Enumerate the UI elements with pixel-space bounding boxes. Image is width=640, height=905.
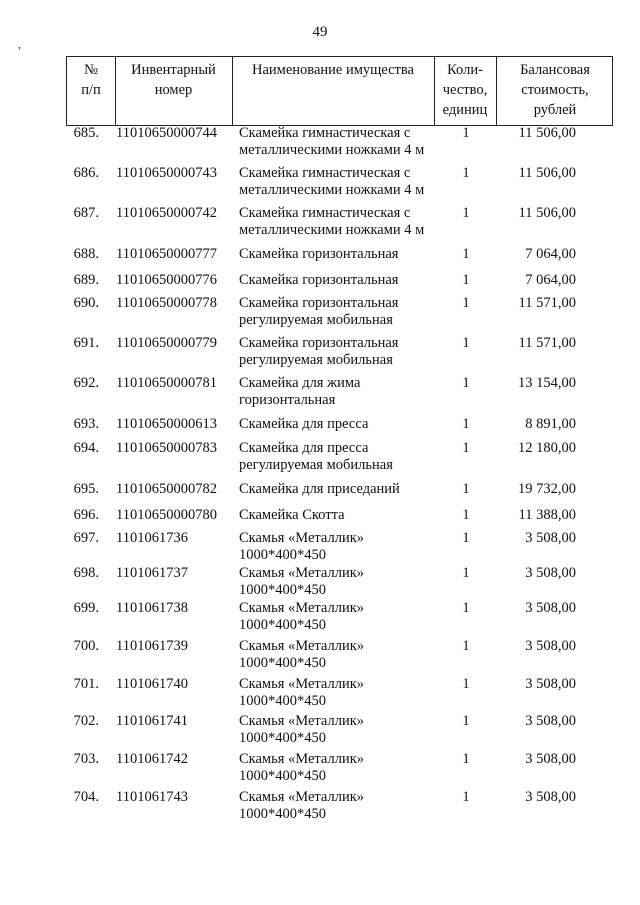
item-value: 7 064,00	[525, 246, 576, 262]
item-name: Скамейка горизонтальная регулируемая мобильная	[239, 335, 399, 368]
item-name: Скамья «Металлик» 1000*400*450	[239, 530, 365, 563]
stray-mark: ,	[18, 37, 21, 51]
item-value: 3 508,00	[525, 565, 576, 581]
inventory-number: 11010650000744	[116, 125, 217, 141]
item-value: 3 508,00	[525, 751, 576, 767]
item-quantity: 1	[462, 713, 470, 729]
row-number: 689.	[73, 272, 99, 288]
item-name: Скамья «Металлик» 1000*400*450	[239, 600, 365, 633]
item-value: 11 506,00	[518, 205, 576, 221]
item-quantity: 1	[462, 246, 470, 262]
inventory-number: 11010650000776	[116, 272, 217, 288]
item-value: 3 508,00	[525, 789, 576, 805]
item-value: 12 180,00	[518, 440, 576, 456]
row-number: 685.	[73, 125, 99, 141]
row-number: 703.	[73, 751, 99, 767]
inventory-number: 11010650000743	[116, 165, 217, 181]
row-number: 692.	[73, 375, 99, 391]
item-value: 3 508,00	[525, 530, 576, 546]
item-quantity: 1	[462, 440, 470, 456]
item-value: 11 571,00	[518, 335, 576, 351]
row-number: 699.	[73, 600, 99, 616]
item-quantity: 1	[462, 205, 470, 221]
header-value: Балансовая стоимость, рублей	[520, 62, 590, 118]
header-inventory: Инвентарный номер	[131, 62, 216, 98]
item-name: Скамейка Скотта	[239, 507, 345, 523]
item-name: Скамья «Металлик» 1000*400*450	[239, 713, 365, 746]
item-name: Скамейка горизонтальная	[239, 246, 399, 262]
row-number: 695.	[73, 481, 99, 497]
inventory-number: 11010650000782	[116, 481, 217, 497]
item-quantity: 1	[462, 481, 470, 497]
item-quantity: 1	[462, 335, 470, 351]
row-number: 690.	[73, 295, 99, 311]
item-quantity: 1	[462, 676, 470, 692]
page-number: 49	[312, 24, 328, 40]
inventory-number: 1101061741	[116, 713, 188, 729]
row-number: 697.	[73, 530, 99, 546]
item-quantity: 1	[462, 789, 470, 805]
item-name: Скамейка для пресса	[239, 416, 369, 432]
item-name: Скамейка гимнастическая с металлическими ножками 4 м	[239, 205, 425, 238]
item-value: 11 506,00	[518, 125, 576, 141]
inventory-number: 11010650000742	[116, 205, 217, 221]
item-value: 11 571,00	[518, 295, 576, 311]
row-number: 687.	[73, 205, 99, 221]
item-name: Скамья «Металлик» 1000*400*450	[239, 676, 365, 709]
item-value: 3 508,00	[525, 676, 576, 692]
row-number: 694.	[73, 440, 99, 456]
item-value: 3 508,00	[525, 713, 576, 729]
item-name: Скамья «Металлик» 1000*400*450	[239, 751, 365, 784]
item-value: 11 388,00	[518, 507, 576, 523]
inventory-number: 11010650000778	[116, 295, 217, 311]
item-name: Скамья «Металлик» 1000*400*450	[239, 565, 365, 598]
inventory-number: 11010650000777	[116, 246, 217, 262]
inventory-number: 1101061740	[116, 676, 188, 692]
inventory-number: 1101061743	[116, 789, 188, 805]
item-quantity: 1	[462, 751, 470, 767]
item-name: Скамейка горизонтальная регулируемая мобильная	[239, 295, 399, 328]
row-number: 700.	[73, 638, 99, 654]
item-quantity: 1	[462, 600, 470, 616]
header-num: № п/п	[81, 62, 101, 98]
inventory-number: 11010650000780	[116, 507, 217, 523]
row-number: 696.	[73, 507, 99, 523]
inventory-number: 1101061736	[116, 530, 188, 546]
inventory-number: 11010650000783	[116, 440, 217, 456]
item-name: Скамейка гимнастическая с металлическими ножками 4 м	[239, 165, 425, 198]
item-quantity: 1	[462, 125, 470, 141]
row-number: 704.	[73, 789, 99, 805]
item-name: Скамейка для пресса регулируемая мобильная	[239, 440, 393, 473]
item-value: 3 508,00	[525, 638, 576, 654]
header-qty: Коли- чество, единиц	[442, 62, 488, 118]
item-quantity: 1	[462, 295, 470, 311]
item-value: 11 506,00	[518, 165, 576, 181]
row-number: 698.	[73, 565, 99, 581]
row-number: 701.	[73, 676, 99, 692]
item-name: Скамейка гимнастическая с металлическими ножками 4 м	[239, 125, 425, 158]
inventory-number: 11010650000779	[116, 335, 217, 351]
header-name: Наименование имущества	[252, 62, 414, 78]
item-name: Скамья «Металлик» 1000*400*450	[239, 789, 365, 822]
inventory-number: 1101061739	[116, 638, 188, 654]
item-name: Скамья «Металлик» 1000*400*450	[239, 638, 365, 671]
item-name: Скамейка для жима горизонтальная	[239, 375, 361, 408]
item-value: 13 154,00	[518, 375, 576, 391]
item-quantity: 1	[462, 375, 470, 391]
item-value: 7 064,00	[525, 272, 576, 288]
item-name: Скамейка для приседаний	[239, 481, 400, 497]
item-quantity: 1	[462, 565, 470, 581]
item-name: Скамейка горизонтальная	[239, 272, 399, 288]
inventory-number: 11010650000613	[116, 416, 217, 432]
inventory-number: 1101061738	[116, 600, 188, 616]
row-number: 686.	[73, 165, 99, 181]
item-value: 8 891,00	[525, 416, 576, 432]
item-quantity: 1	[462, 507, 470, 523]
item-quantity: 1	[462, 165, 470, 181]
item-quantity: 1	[462, 272, 470, 288]
inventory-number: 1101061737	[116, 565, 188, 581]
item-value: 19 732,00	[518, 481, 576, 497]
inventory-number: 11010650000781	[116, 375, 217, 391]
item-quantity: 1	[462, 638, 470, 654]
item-quantity: 1	[462, 416, 470, 432]
row-number: 691.	[73, 335, 99, 351]
row-number: 693.	[73, 416, 99, 432]
item-quantity: 1	[462, 530, 470, 546]
item-value: 3 508,00	[525, 600, 576, 616]
row-number: 702.	[73, 713, 99, 729]
inventory-number: 1101061742	[116, 751, 188, 767]
row-number: 688.	[73, 246, 99, 262]
